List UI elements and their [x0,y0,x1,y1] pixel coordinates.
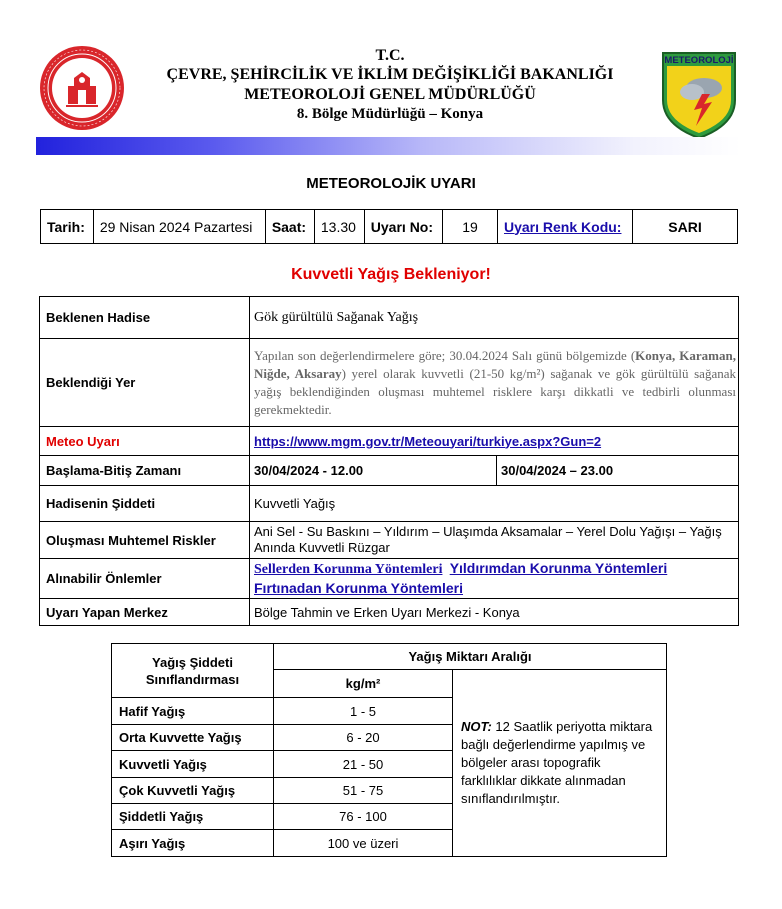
warning-info-row [40,209,738,244]
warning-no-value: 19 [443,210,498,244]
page-title: METEOROLOJİK UYARI [306,175,476,192]
header-gradient-band [36,137,741,155]
meteoroloji-shield-logo [660,50,738,140]
start-time: 30/04/2024 - 12.00 [250,456,497,486]
color-code-value: SARI [633,210,738,244]
center-label: Uyarı Yapan Merkez [40,599,250,626]
time-range-label: Başlama-Bitiş Zamanı [40,456,250,486]
header-regional-office: 8. Bölge Müdürlüğü – Konya [296,106,484,122]
logo-right-text: METEOROLOJİ [664,55,734,66]
note-text: 12 Saatlik periyotta miktara bağlı değerlendirme yapılmış ve bölgeler arası topografik farklılıklar dikkate alınmadan sınıflandırılmıştır. [461,719,653,806]
header-line-tc: T.C. [375,47,405,64]
header-ministry: ÇEVRE, ŞEHİRCİLİK VE İKLİM DEĞİŞİKLİĞİ BAKANLIĞI [166,66,614,83]
precipitation-scale-table [111,643,667,857]
table-row: Hafif Yağış 1 - 5 [112,698,667,725]
place-provinces: Konya, Karaman, Niğde, Aksaray [254,347,736,381]
end-time: 30/04/2024 – 23.00 [497,456,739,486]
event-value: Gök gürültülü Sağanak Yağış [250,297,739,339]
scale-col1-header: Yağış Şiddeti Sınıflandırması [112,644,274,698]
table-row: Aşırı Yağış 100 ve üzeri [112,830,667,857]
center-value: Bölge Tahmin ve Erken Uyarı Merkezi - Konya [250,599,739,626]
warning-headline: Kuvvetli Yağış Bekleniyor! [291,266,491,283]
scale-unit: kg/m² [274,670,453,698]
ministry-seal-logo [38,44,126,132]
severity-label: Hadisenin Şiddeti [40,486,250,522]
note-label: NOT: [461,719,492,734]
warning-details-table [39,296,739,626]
place-value: Yapılan son değerlendirmelere göre; 30.04.2024 Salı günü bölgemizde (Konya, Karaman, Niğde, Aksaray) yerel olarak kuvvetli (21-50 kg/m²) sağanak ve gök gürültülü sağanak yağış beklendiğinden oluşması muhtemel risklere karşı dikkatli ve tedbirli olunması gerekmektedir. [250,339,739,427]
severity-value: Kuvvetli Yağış [250,486,739,522]
color-code-link[interactable]: Uyarı Renk Kodu: [504,218,622,235]
date-label: Tarih: [41,210,94,244]
time-label: Saat: [265,210,314,244]
flood-protection-link[interactable]: Sellerden Korunma Yöntemleri [254,562,443,577]
table-row: Şiddetli Yağış 76 - 100 [112,804,667,830]
scale-note [453,670,667,857]
measures-label: Alınabilir Önlemler [40,559,250,599]
storm-protection-link[interactable]: Fırtınadan Korunma Yöntemleri [254,580,463,596]
risks-label: Oluşması Muhtemel Riskler [40,522,250,559]
table-row: Orta Kuvvette Yağış 6 - 20 [112,725,667,751]
time-value: 13.30 [314,210,364,244]
date-value: 29 Nisan 2024 Pazartesi [93,210,265,244]
warning-no-label: Uyarı No: [364,210,442,244]
header-directorate: METEOROLOJİ GENEL MÜDÜRLÜĞÜ [244,86,536,103]
meteo-warning-link[interactable]: https://www.mgm.gov.tr/Meteouyari/turkiye.aspx?Gun=2 [254,433,602,449]
scale-col2-header: Yağış Miktarı Aralığı [274,644,667,670]
meteo-warning-label: Meteo Uyarı [40,427,250,456]
lightning-protection-link[interactable]: Yıldırımdan Korunma Yöntemleri [449,560,668,576]
event-label: Beklenen Hadise [40,297,250,339]
place-label: Beklendiği Yer [40,339,250,427]
table-row: Kuvvetli Yağış 21 - 50 [112,751,667,778]
risks-value: Ani Sel - Su Baskını – Yıldırım – Ulaşımda Aksamalar – Yerel Dolu Yağışı – Yağış Anında Kuvvetli Rüzgar [250,522,739,559]
table-row: Çok Kuvvetli Yağış 51 - 75 [112,778,667,804]
